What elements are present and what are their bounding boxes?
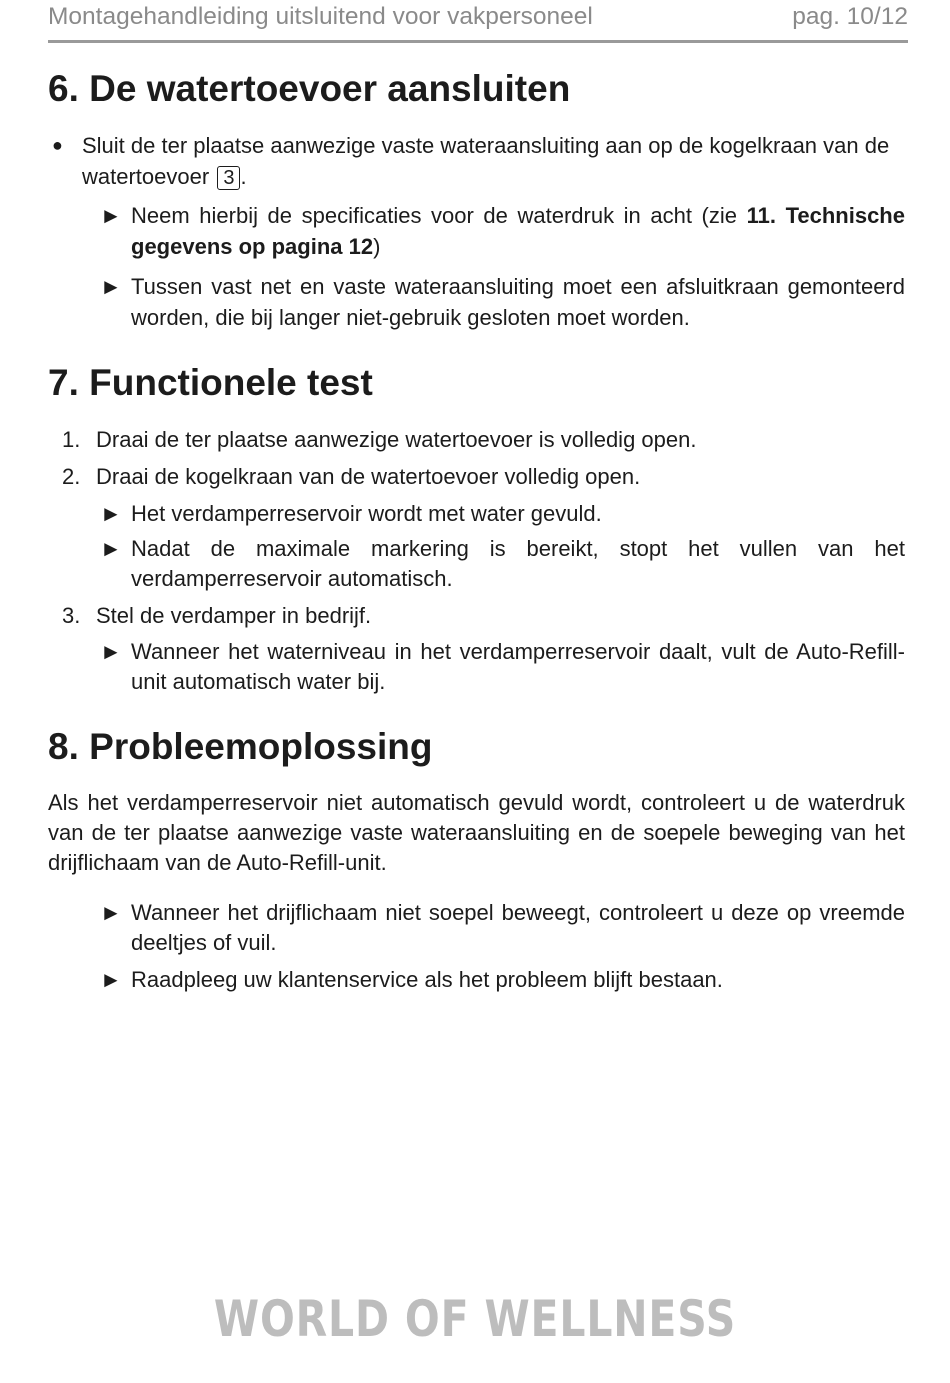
arrow-icon: ► [100, 203, 122, 228]
arrow-icon: ► [100, 900, 122, 925]
brand-logo: WORLD OF WELLNESS [213, 1290, 737, 1348]
step-text: Draai de kogelkraan van de watertoevoer volledig open. [96, 464, 641, 489]
arrow-icon: ► [100, 639, 122, 664]
list-item [48, 461, 905, 492]
list-item [48, 200, 905, 262]
cross-reference: 11. Technische gegevens op pagina 12 [131, 203, 905, 259]
step-text: Stel de verdamper in bedrijf. [96, 603, 372, 628]
list-item [48, 534, 905, 594]
step-number: 3. [62, 603, 81, 628]
bullet-icon: ● [52, 135, 63, 155]
arrow-icon: ► [100, 501, 122, 526]
page-number: pag. 10/12 [792, 3, 908, 30]
section-6-heading: 6. De watertoevoer aansluiten [48, 68, 571, 109]
arrow-text: Het verdamperreservoir wordt met water gevuld. [131, 501, 602, 526]
section-8-heading: 8. Probleemoplossing [48, 726, 433, 767]
intro-paragraph: Als het verdamperreservoir niet automatisch gevuld wordt, controleert u de waterdruk van de ter plaatse aanwezige vaste wateraansluiting en de soepele beweging van het drijflichaam van de Auto-Refill-unit. [48, 790, 905, 875]
arrow-text: Wanneer het drijflichaam niet soepel beweegt, controleert u deze op vreemde deeltjes of vuil. [131, 900, 905, 955]
arrow-text: Nadat de maximale markering is bereikt, stopt het vullen van het verdamperreservoir automatisch. [131, 536, 905, 591]
list-item [48, 898, 905, 958]
arrow-text: Neem hierbij de specificaties voor de waterdruk in acht (zie 11. Technische gegevens op pagina 12) [131, 203, 905, 259]
arrow-text: Wanneer het waterniveau in het verdamperreservoir daalt, vult de Auto-Refill-unit automatisch water bij. [131, 639, 905, 694]
bullet-text: Sluit de ter plaatse aanwezige vaste wateraansluiting aan op de kogelkraan van de watertoevoer 3 . [82, 133, 890, 189]
list-item [48, 498, 905, 529]
section-7-heading: 7. Functionele test [48, 362, 373, 403]
list-item [48, 964, 905, 995]
reference-number: 3 [217, 166, 240, 190]
header-title: Montagehandleiding uitsluitend voor vakpersoneel [48, 3, 593, 30]
list-item [48, 637, 905, 697]
step-text: Draai de ter plaatse aanwezige watertoevoer is volledig open. [96, 427, 697, 452]
arrow-text: Tussen vast net en vaste wateraansluiting moet een afsluitkraan gemonteerd worden, die bij langer niet-gebruik gesloten moet worden. [131, 274, 905, 330]
arrow-icon: ► [100, 274, 122, 299]
arrow-icon: ► [100, 536, 122, 561]
arrow-icon: ► [100, 967, 122, 992]
list-item [48, 130, 905, 192]
list-item [48, 271, 905, 333]
step-number: 1. [62, 427, 81, 452]
list-item [48, 600, 905, 631]
arrow-text: Raadpleeg uw klantenservice als het probleem blijft bestaan. [131, 967, 723, 992]
step-number: 2. [62, 464, 81, 489]
page-header [48, 0, 908, 43]
list-item [48, 424, 905, 455]
